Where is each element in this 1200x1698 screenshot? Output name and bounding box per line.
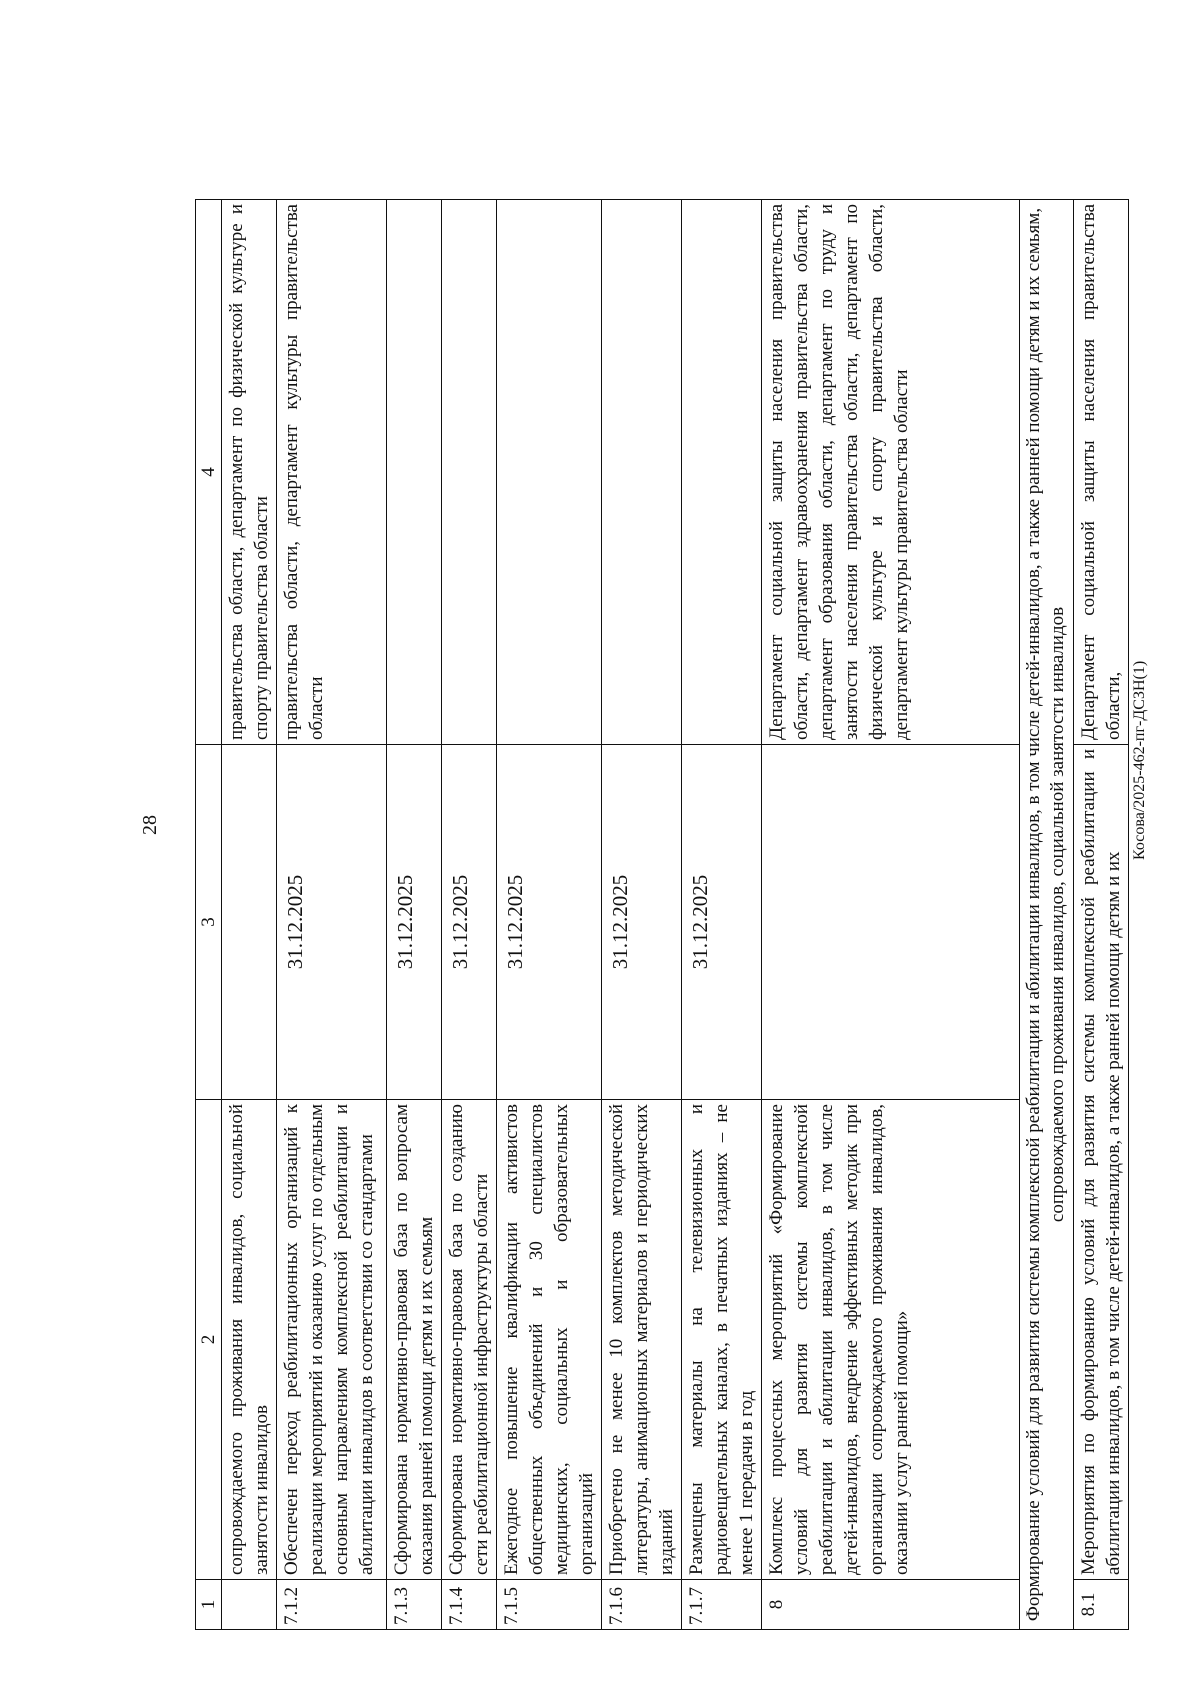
row-date: 31.12.2025 — [387, 745, 442, 1100]
table-row — [602, 200, 682, 1630]
table-row — [762, 200, 1020, 1630]
row-responsible — [682, 200, 762, 745]
row-description: Размещены материалы на телевизионных и радиовещательных каналах, в печатных изданиях – не менее 1 передачи в год — [682, 1100, 762, 1580]
row-number: 7.1.4 — [442, 1580, 497, 1630]
row-date: 31.12.2025 — [442, 745, 497, 1100]
row-date — [222, 745, 277, 1100]
header-col-3: 3 — [196, 745, 222, 1100]
row-description: Приобретено не менее 10 комплектов методической литературы, анимационных материалов и периодических изданий — [602, 1100, 682, 1580]
row-description: Мероприятия по формированию условий для развития системы комплексной реабилитации и абилитации инвалидов, в том числе детей-инвалидов, а также ранней помощи детям и их — [1074, 745, 1129, 1580]
row-number: 7.1.3 — [387, 1580, 442, 1630]
row-description: Сформирована нормативно-правовая база по вопросам оказания ранней помощи детям и их семьям — [387, 1100, 442, 1580]
section-heading-row — [1020, 200, 1074, 1630]
row-description: Комплекс процессных мероприятий «Формирование условий для развития системы комплексной реабилитации и абилитации инвалидов, в том числе детей-инвалидов, внедрение эффективных методик при организации сопровождаемого проживания инвалидов, оказании услуг ранней помощи» — [762, 1100, 1020, 1580]
row-date: 31.12.2025 — [602, 745, 682, 1100]
row-description: Ежегодное повышение квалификации активистов общественных объединений и 30 специалистов медицинских, социальных и образовательных организаций — [497, 1100, 602, 1580]
row-responsible: правительства области, департамент по физической культуре и спорту правительства области — [222, 200, 277, 745]
header-col-2: 2 — [196, 1100, 222, 1580]
row-description: сопровождаемого проживания инвалидов, социальной занятости инвалидов — [222, 1100, 277, 1580]
row-responsible — [497, 200, 602, 745]
row-number: 8 — [762, 1580, 1020, 1630]
document-code: Косова/2025-462-пг-ДСЗН(1) — [1131, 660, 1148, 860]
row-description: Сформирована нормативно-правовая база по созданию сети реабилитационной инфраструктуры области — [442, 1100, 497, 1580]
table-row — [277, 200, 387, 1630]
table-header-row — [196, 200, 222, 1630]
row-number: 7.1.2 — [277, 1580, 387, 1630]
table-row — [682, 200, 762, 1630]
table-row — [222, 200, 277, 1630]
page-number: 28 — [139, 815, 161, 835]
header-col-1: 1 — [196, 1580, 222, 1630]
row-number: 8.1 — [1074, 1580, 1129, 1630]
measures-table — [195, 199, 1129, 1630]
row-date: 31.12.2025 — [277, 745, 387, 1100]
row-responsible — [602, 200, 682, 745]
row-number: 7.1.6 — [602, 1580, 682, 1630]
table-row — [442, 200, 497, 1630]
table-row — [387, 200, 442, 1630]
row-responsible: правительства области, департамент культуры правительства области — [277, 200, 387, 745]
row-description: Обеспечен переход реабилитационных организаций к реализации мероприятий и оказанию услуг по отдельным основным направлениям комплексной реабилитации и абилитации инвалидов в соответствии со стандартами — [277, 1100, 387, 1580]
row-number: 7.1.5 — [497, 1580, 602, 1630]
row-responsible: Департамент социальной защиты населения правительства области, департамент здравоохранения правительства области, департамент образования области, департамент по труду и занятости населения правительства области, департамент по физической культуре и спорту правительства области, департамент культуры правительства области — [762, 200, 1020, 745]
header-col-4: 4 — [196, 200, 222, 745]
row-responsible — [387, 200, 442, 745]
row-responsible — [442, 200, 497, 745]
row-date: 31.12.2025 — [497, 745, 602, 1100]
table-row — [1074, 200, 1129, 1630]
row-date — [762, 745, 1020, 1100]
row-number — [222, 1580, 277, 1630]
row-date: 31.12.2025 — [682, 745, 762, 1100]
row-responsible: Департамент социальной защиты населения правительства области, — [1074, 200, 1129, 745]
section-heading: Формирование условий для развития системы комплексной реабилитации и абилитации инвалидов, в том числе детей-инвалидов, а также ранней помощи детям и их семьям, сопровождаемого проживания инвалидов, социальной занятости инвалидов — [1020, 200, 1074, 1630]
rotated-table-sheet — [195, 200, 1124, 1630]
row-number: 7.1.7 — [682, 1580, 762, 1630]
table-row — [497, 200, 602, 1630]
